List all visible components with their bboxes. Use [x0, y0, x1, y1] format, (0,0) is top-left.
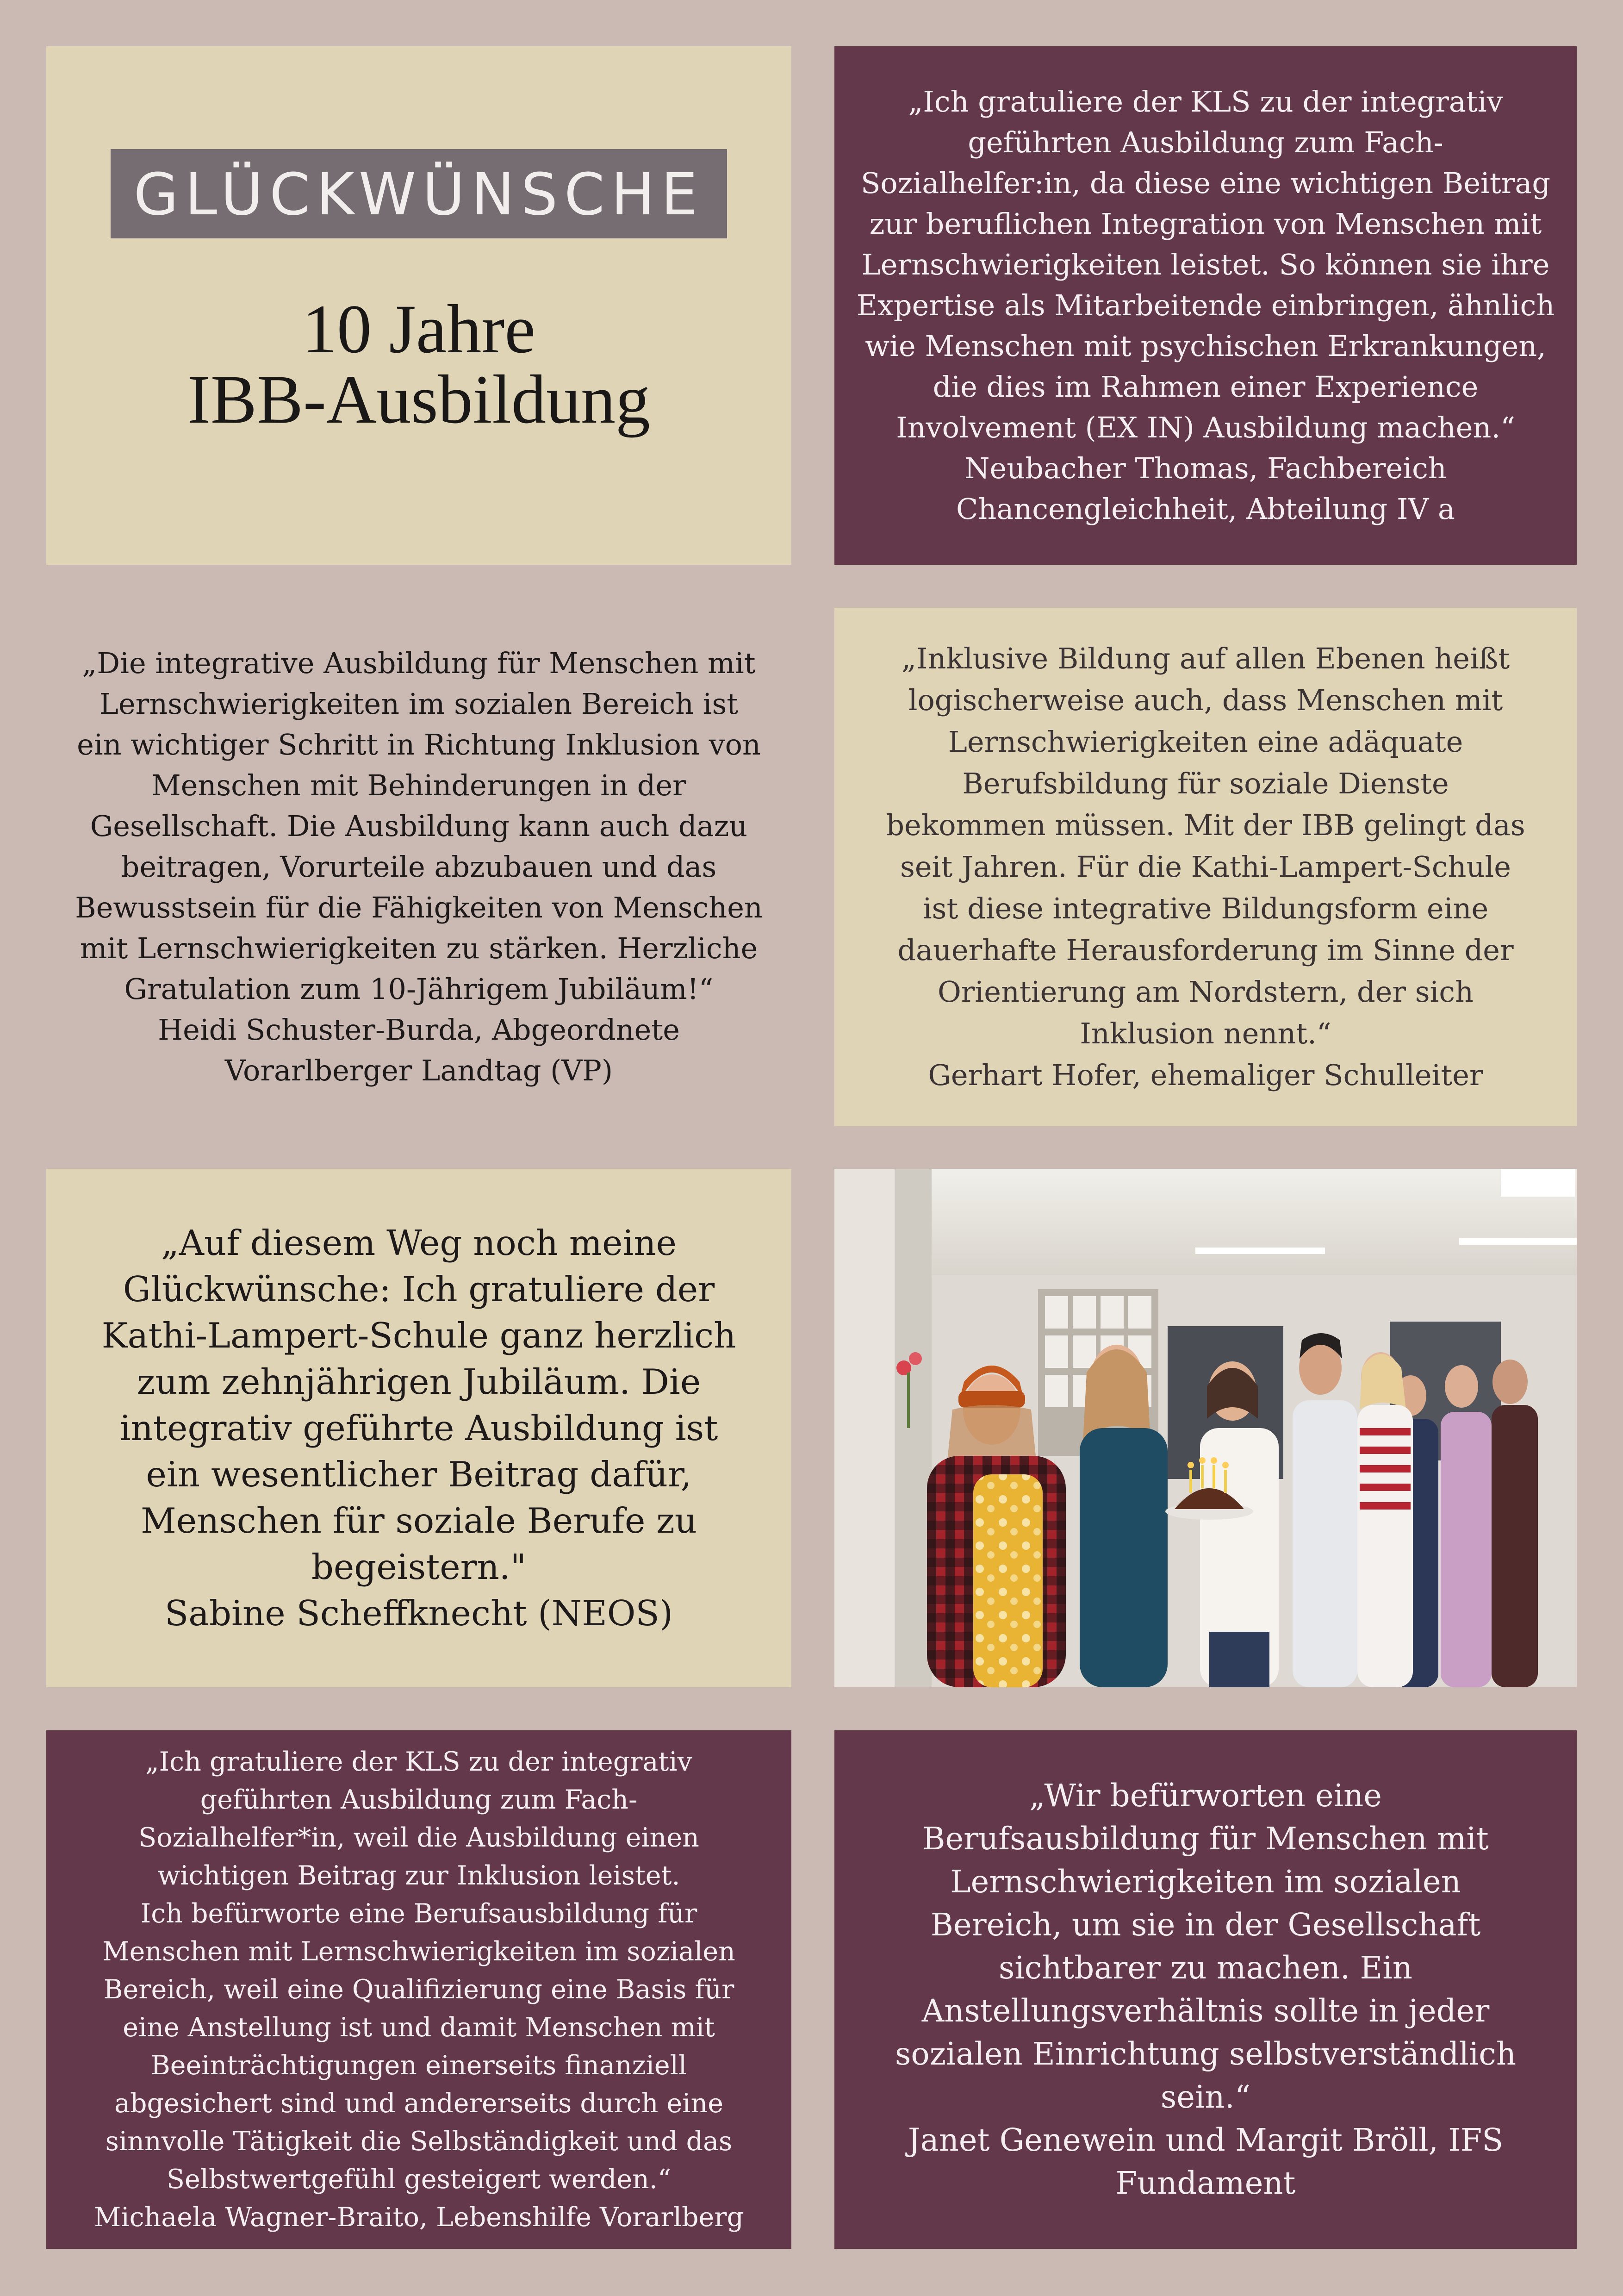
quote-text: „Auf diesem Weg noch meine Glückwünsche: Ich gratuliere der Kathi-Lampert-Schule ganz herzlich zum zehnjährigen Jubiläum. Die integrativ geführte Ausbildung ist ein wesentlicher Beitrag dafür, Menschen für soziale Berufe zu begeistern." Sabine Scheffknecht (NEOS): [101, 1223, 736, 1634]
quote-text: „Wir befürworten eine Berufsausbildung für Menschen mit Lernschwierigkeiten im sozialen Bereich, um sie in der Gesellschaft sichtbarer zu machen. Ein Anstellungsverhältnis sollte in jeder sozialen Einrichtung selbstverständlich sein.“ Janet Genewein und Margit Bröll, IFS Fundament: [895, 1778, 1516, 2201]
quote-text: „Die integrative Ausbildung für Menschen mit Lernschwierigkeiten im sozialen Bereich ist ein wichtiger Schritt in Richtung Inklusion von Menschen mit Behinderungen in der Gesellschaft. Die Ausbildung kann auch dazu beitragen, Vorurteile abzubauen und das Bewusstsein für die Fähigkeiten von Menschen mit Lernschwierigkeiten zu stärken. Herzliche Gratulation zum 10-Jährigem Jubiläum!“ Heidi Schuster-Burda, Abgeordnete Vorarlberger Landtag (VP): [75, 646, 763, 1087]
quote-text: „Ich gratuliere der KLS zu der integrativ geführten Ausbildung zum Fach- Sozialhelfer:in, da diese eine wichtigen Beitrag zur beruflichen Integration von Menschen mit Lernschwierigkeiten leistet. So können sie ihre Expertise als Mitarbeitende einbringen, ähnlich wie Menschen mit psychischen Erkrankungen, die dies im Rahmen einer Experience Involvement (EX IN) Ausbildung machen.“ Neubacher Thomas, Fachbereich Chancengleichheit, Abteilung IV a: [856, 85, 1555, 526]
quote-card-neubacher: [834, 46, 1577, 565]
quote-card-genewein-broell: [834, 1730, 1577, 2249]
quote-card-hofer: [834, 608, 1577, 1126]
quote-card-scheffknecht: [46, 1169, 791, 1687]
quote-text: „Inklusive Bildung auf allen Ebenen heißt logischerweise auch, dass Menschen mit Lernschwierigkeiten eine adäquate Berufsbildung für soziale Dienste bekommen müssen. Mit der IBB gelingt das seit Jahren. Für die Kathi-Lampert-Schule ist diese integrative Bildungsform eine dauerhafte Herausforderung im Sinne der Orientierung am Nordstern, der sich Inklusion nennt.“ Gerhart Hofer, ehemaliger Schulleiter: [886, 642, 1525, 1092]
title-card: [46, 46, 791, 565]
quote-text: „Ich gratuliere der KLS zu der integrativ geführten Ausbildung zum Fach- Sozialhelfer*in, weil die Ausbildung einen wichtigen Beitrag zur Inklusion leistet. Ich befürworte eine Berufsausbildung für Menschen mit Lernschwierigkeiten im sozialen Bereich, weil eine Qualifizierung eine Basis für eine Anstellung ist und damit Menschen mit Beeinträchtigungen einerseits finanziell abgesichert sind und andererseits durch eine sinnvolle Tätigkeit die Selbständigkeit und das Selbstwertgefühl gesteigert werden.“ Michaela Wagner-Braito, Lebenshilfe Vorarlberg: [94, 1747, 744, 2233]
quote-card-wagner-braito: [46, 1730, 791, 2249]
congratulations-banner: GLÜCKWÜNSCHE: [111, 149, 728, 238]
quote-card-schuster-burda: [46, 608, 791, 1126]
group-photo-image: [834, 1169, 1577, 1687]
page-title: 10 Jahre IBB-Ausbildung: [187, 290, 651, 438]
celebration-photo: [834, 1169, 1577, 1687]
